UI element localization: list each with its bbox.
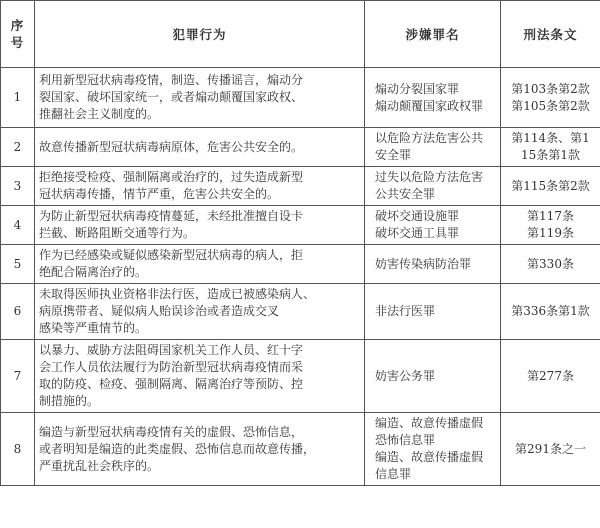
header-num-line1: 序: [10, 18, 25, 33]
criminal-act-line: 病原携带者、疑似病人贻误诊治或者造成交叉: [39, 304, 280, 318]
table-row: [1, 413, 600, 486]
criminal-act-line: 感染等严重情节的。: [39, 321, 148, 335]
table-row: [1, 284, 600, 340]
charge-names-line: 编造、故意传播虚假: [375, 416, 484, 430]
charge-names: [365, 206, 501, 245]
table-row: [1, 206, 600, 245]
charge-names: [365, 167, 501, 206]
charge-names-line: 煽动分裂国家罪: [375, 81, 460, 96]
law-articles-line: 第277条: [527, 368, 574, 383]
table-row: [1, 128, 600, 167]
law-articles-line: 第119条: [527, 226, 574, 240]
law-articles: [501, 128, 600, 167]
charge-names: [365, 245, 501, 284]
criminal-act-line: 为防止新型冠状病毒疫情蔓延，未经批准擅自设卡: [39, 209, 304, 223]
table-row: [1, 245, 600, 284]
table-row: [1, 340, 600, 413]
row-number-text: 8: [13, 441, 22, 456]
charge-names: [365, 413, 501, 486]
charge-names-line: 恐怖信息罪: [375, 433, 436, 447]
charge-names-line: 以危险方法危害公共: [375, 131, 484, 145]
row-number: [1, 413, 35, 486]
law-articles-line: 第115条第2款: [511, 178, 590, 193]
charge-names-line: 信息罪: [375, 467, 412, 481]
criminal-act-line: 绝配合隔离治疗的。: [39, 265, 148, 279]
law-articles: [501, 245, 600, 284]
law-articles-line: 第336条第1款: [511, 304, 590, 318]
criminal-act-line: 取的防疫、检疫、强制隔离、隔离治疗等预防、控: [39, 377, 304, 391]
law-articles-line: 第114条、第1: [511, 131, 590, 145]
criminal-act: [35, 206, 365, 245]
row-number: [1, 340, 35, 413]
charge-names-line: 破坏交通设施罪: [375, 209, 460, 223]
charge-names: [365, 340, 501, 413]
law-articles-line: 第103条第2款: [511, 81, 590, 96]
criminal-act-line: 或者明知是编造的此类虚假、恐怖信息而故意传播，: [39, 441, 316, 456]
row-number: [1, 68, 35, 128]
criminal-act-line: 作为已经感染或疑似感染新型冠状病毒的病人，拒: [39, 248, 304, 262]
law-articles: [501, 206, 600, 245]
row-number: [1, 206, 35, 245]
criminal-act-line: 故意传播新型冠状病毒病原体，危害公共安全的。: [39, 139, 304, 154]
criminal-act-line: 拦截、断路阻断交通等行为。: [39, 226, 196, 240]
criminal-act: [35, 340, 365, 413]
criminal-act: [35, 413, 365, 486]
law-articles-line: 第330条: [527, 256, 574, 271]
criminal-act: [35, 284, 365, 340]
criminal-act-line: 推翻社会主义制度的。: [39, 107, 160, 121]
law-articles-line: 第105条第2款: [511, 98, 590, 113]
charge-names-line: 安全罪: [375, 148, 412, 162]
criminal-act: [35, 68, 365, 128]
row-number-text: 2: [13, 139, 22, 154]
header-row: [1, 1, 600, 68]
table-row: [1, 167, 600, 206]
law-articles-line: 15条第1款: [521, 148, 580, 162]
row-number: [1, 167, 35, 206]
criminal-act-line: 以暴力、威胁方法阻碍国家机关工作人员、红十字: [39, 343, 304, 357]
criminal-act: [35, 245, 365, 284]
criminal-act-line: 未取得医师执业资格非法行医，造成已被感染病人、: [39, 287, 316, 301]
charge-names-line: 煽动颠覆国家政权罪: [375, 98, 484, 113]
row-number-text: 4: [13, 217, 22, 232]
table-body: [1, 68, 600, 486]
law-articles: [501, 167, 600, 206]
row-number-text: 1: [13, 90, 22, 104]
criminal-act-line: 利用新型冠状病毒疫情，制造、传播谣言，煽动分: [39, 73, 304, 87]
charge-names: [365, 128, 501, 167]
criminal-act-line: 制措施的。: [39, 394, 100, 408]
criminal-act-line: 裂国家、破坏国家统一，或者煽动颠覆国家政权、: [39, 90, 304, 104]
criminal-act-line: 会工作人员依法履行为防治新型冠状病毒疫情而采: [39, 360, 304, 374]
header-names: 涉嫌罪名: [365, 1, 501, 68]
law-articles: [501, 413, 600, 486]
charge-names-line: 过失以危险方法危害: [375, 170, 484, 184]
charge-names-line: 非法行医罪: [375, 304, 436, 318]
law-articles: [501, 68, 600, 128]
row-number: [1, 245, 35, 284]
charge-names-line: 公共安全罪: [375, 187, 436, 201]
criminal-act-line: 严重扰乱社会秩序的。: [39, 458, 160, 473]
criminal-act: [35, 128, 365, 167]
charge-names-line: 妨害公务罪: [375, 368, 436, 383]
header-act: 犯罪行为: [35, 1, 365, 68]
header-num: [1, 1, 35, 68]
charge-names: [365, 284, 501, 340]
charge-names-line: 妨害传染病防治罪: [375, 256, 472, 271]
criminal-act-line: 拒绝接受检疫、强制隔离或治疗的，过失造成新型: [39, 170, 304, 184]
header-arts: 刑法条文: [501, 1, 600, 68]
charge-names-line: 编造、故意传播虚假: [375, 450, 484, 464]
row-number: [1, 128, 35, 167]
law-articles: [501, 340, 600, 413]
row-number: [1, 284, 35, 340]
row-number-text: 5: [13, 256, 22, 271]
law-articles: [501, 284, 600, 340]
charge-names-line: 破坏交通工具罪: [375, 226, 460, 240]
charge-names: [365, 68, 501, 128]
law-articles-line: 第117条: [527, 209, 574, 223]
header-num-line2: 号: [10, 35, 25, 50]
law-articles-line: 第291条之一: [515, 441, 586, 456]
row-number-text: 3: [13, 178, 22, 193]
criminal-act-line: 编造与新型冠状病毒疫情有关的虚假、恐怖信息，: [39, 424, 304, 439]
criminal-act-line: 冠状病毒传播，情节严重，危害公共安全的。: [39, 187, 280, 201]
table-row: [1, 68, 600, 128]
criminal-act: [35, 167, 365, 206]
row-number-text: 6: [13, 304, 22, 318]
row-number-text: 7: [13, 368, 22, 383]
